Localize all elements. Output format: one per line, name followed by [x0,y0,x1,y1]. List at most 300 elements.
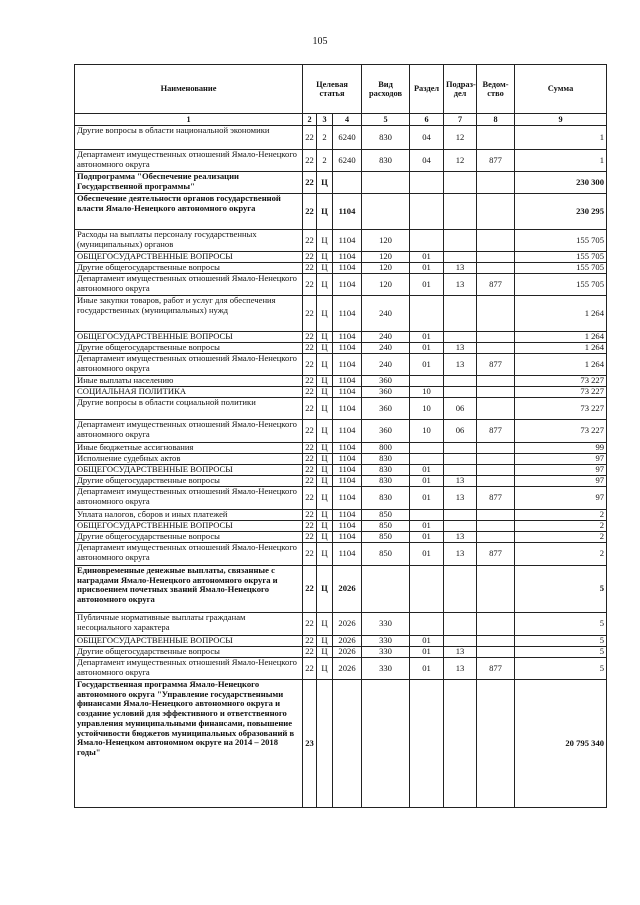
row-sum: 155 705 [515,252,607,263]
table-row [75,332,607,343]
expense-type [362,566,410,613]
target-part-3: 1104 [333,230,362,252]
expense-type: 850 [362,532,410,543]
target-part-3: 1104 [333,194,362,230]
section-code [410,376,444,387]
table-row [75,274,607,296]
target-part-1: 22 [303,126,317,150]
target-part-2: Ц [317,532,333,543]
target-part-3 [333,680,362,808]
department-code: 877 [477,274,515,296]
section-code [410,613,444,636]
expense-type: 360 [362,420,410,443]
target-part-2: Ц [317,398,333,420]
header-subsection: Подраз-дел [444,65,477,114]
department-code [477,296,515,332]
subsection-code [444,636,477,647]
target-part-3: 1104 [333,376,362,387]
department-code: 877 [477,420,515,443]
table-row [75,532,607,543]
row-name: Государственная программа Ямало-Ненецкого автономного округа "Управление государственными финансами Ямало-Ненецкого автономного округа и создание условий для эффективного и ответственного управления муниципальными финансами, повышение устойчивости бюджетов муниципальных образований в Ямало-Ненецком автономном округе на 2014 – 2018 годы" [75,680,303,808]
expense-type: 850 [362,510,410,521]
table-row [75,454,607,465]
row-name: ОБЩЕГОСУДАРСТВЕННЫЕ ВОПРОСЫ [75,521,303,532]
row-sum: 230 295 [515,194,607,230]
expense-type: 800 [362,443,410,454]
target-part-1: 23 [303,680,317,808]
expense-type: 240 [362,332,410,343]
row-sum: 97 [515,476,607,487]
row-name: Другие общегосударственные вопросы [75,263,303,274]
row-sum: 1 264 [515,343,607,354]
row-name: Другие общегосударственные вопросы [75,343,303,354]
department-code [477,172,515,194]
row-sum: 155 705 [515,230,607,252]
row-sum: 155 705 [515,274,607,296]
row-name: Другие общегосударственные вопросы [75,532,303,543]
section-code: 01 [410,658,444,680]
target-part-2: Ц [317,487,333,510]
department-code [477,230,515,252]
target-part-3: 2026 [333,613,362,636]
target-part-1: 22 [303,543,317,566]
table-row [75,443,607,454]
section-code: 01 [410,332,444,343]
target-part-1: 22 [303,566,317,613]
target-part-1: 22 [303,647,317,658]
expense-type: 330 [362,613,410,636]
expense-type [362,194,410,230]
expense-type [362,680,410,808]
target-part-3: 1104 [333,296,362,332]
expense-type: 330 [362,636,410,647]
section-code: 01 [410,532,444,543]
section-code: 01 [410,476,444,487]
header-name: Наименование [75,65,303,114]
target-part-2: Ц [317,521,333,532]
target-part-1: 22 [303,230,317,252]
table-row [75,376,607,387]
department-code [477,263,515,274]
target-part-2: 2 [317,150,333,172]
table-header-row [75,65,607,114]
row-sum: 5 [515,636,607,647]
target-part-2: Ц [317,332,333,343]
header-sum: Сумма [515,65,607,114]
department-code [477,376,515,387]
header-department: Ведом-ство [477,65,515,114]
target-part-3: 1104 [333,510,362,521]
target-part-2: Ц [317,465,333,476]
target-part-3: 1104 [333,420,362,443]
row-sum: 2 [515,532,607,543]
row-sum: 1 264 [515,296,607,332]
subsection-code: 13 [444,274,477,296]
table-row [75,150,607,172]
table-row [75,647,607,658]
subsection-code [444,194,477,230]
department-code [477,680,515,808]
row-name: Департамент имущественных отношений Ямало-Ненецкого автономного округа [75,543,303,566]
row-name: ОБЩЕГОСУДАРСТВЕННЫЕ ВОПРОСЫ [75,252,303,263]
row-sum: 97 [515,465,607,476]
row-name: Иные выплаты населению [75,376,303,387]
expense-type: 830 [362,150,410,172]
row-sum: 73 227 [515,387,607,398]
row-sum: 2 [515,510,607,521]
subsection-code: 13 [444,487,477,510]
column-number: 7 [444,114,477,126]
row-name: Департамент имущественных отношений Ямало-Ненецкого автономного округа [75,150,303,172]
row-name: Публичные нормативные выплаты гражданам несоциального характера [75,613,303,636]
subsection-code [444,332,477,343]
department-code: 877 [477,354,515,376]
subsection-code: 13 [444,647,477,658]
subsection-code [444,454,477,465]
section-code: 01 [410,521,444,532]
section-code [410,296,444,332]
table-row [75,126,607,150]
table-row [75,398,607,420]
subsection-code [444,443,477,454]
target-part-3: 1104 [333,354,362,376]
table-row [75,252,607,263]
section-code [410,443,444,454]
row-sum: 73 227 [515,376,607,387]
target-part-3: 2026 [333,647,362,658]
target-part-1: 22 [303,296,317,332]
row-sum: 2 [515,521,607,532]
target-part-2: Ц [317,343,333,354]
department-code [477,521,515,532]
target-part-1: 22 [303,150,317,172]
target-part-2 [317,680,333,808]
table-row [75,476,607,487]
row-sum: 1 [515,150,607,172]
target-part-3: 1104 [333,252,362,263]
section-code: 04 [410,150,444,172]
section-code: 01 [410,343,444,354]
expense-type: 240 [362,296,410,332]
department-code [477,398,515,420]
section-code: 01 [410,354,444,376]
row-name: Департамент имущественных отношений Ямало-Ненецкого автономного округа [75,354,303,376]
target-part-2: Ц [317,476,333,487]
section-code [410,566,444,613]
target-part-1: 22 [303,343,317,354]
target-part-1: 22 [303,465,317,476]
table-row [75,510,607,521]
target-part-2: Ц [317,274,333,296]
subsection-code: 13 [444,532,477,543]
column-number: 3 [317,114,333,126]
target-part-3: 1104 [333,263,362,274]
target-part-2: Ц [317,510,333,521]
row-name: Иные бюджетные ассигнования [75,443,303,454]
subsection-code [444,465,477,476]
subsection-code [444,252,477,263]
target-part-1: 22 [303,387,317,398]
subsection-code: 13 [444,263,477,274]
target-part-1: 22 [303,658,317,680]
subsection-code [444,521,477,532]
row-name: Другие общегосударственные вопросы [75,647,303,658]
target-part-1: 22 [303,332,317,343]
subsection-code: 13 [444,543,477,566]
target-part-2: Ц [317,252,333,263]
target-part-2: 2 [317,126,333,150]
expense-type: 330 [362,658,410,680]
target-part-1: 22 [303,443,317,454]
target-part-1: 22 [303,454,317,465]
table-body [75,126,607,808]
section-code: 10 [410,387,444,398]
target-part-1: 22 [303,521,317,532]
subsection-code: 13 [444,658,477,680]
target-part-3: 6240 [333,150,362,172]
target-part-2: Ц [317,354,333,376]
table-row [75,194,607,230]
row-name: Исполнение судебных актов [75,454,303,465]
department-code [477,636,515,647]
target-part-1: 22 [303,476,317,487]
target-part-2: Ц [317,566,333,613]
section-code: 10 [410,398,444,420]
department-code [477,566,515,613]
department-code [477,252,515,263]
row-sum: 1 [515,126,607,150]
row-sum: 5 [515,658,607,680]
target-part-3: 1104 [333,443,362,454]
target-part-2: Ц [317,543,333,566]
expense-type: 360 [362,376,410,387]
expense-type: 360 [362,398,410,420]
row-sum: 1 264 [515,332,607,343]
row-name: Другие вопросы в области социальной политики [75,398,303,420]
row-name: Департамент имущественных отношений Ямало-Ненецкого автономного округа [75,658,303,680]
row-name: Расходы на выплаты персоналу государственных (муниципальных) органов [75,230,303,252]
row-sum: 155 705 [515,263,607,274]
section-code: 01 [410,487,444,510]
section-code [410,172,444,194]
row-name: ОБЩЕГОСУДАРСТВЕННЫЕ ВОПРОСЫ [75,636,303,647]
row-name: ОБЩЕГОСУДАРСТВЕННЫЕ ВОПРОСЫ [75,332,303,343]
table-row [75,521,607,532]
subsection-code [444,566,477,613]
target-part-3: 1104 [333,332,362,343]
target-part-3: 2026 [333,566,362,613]
department-code [477,387,515,398]
row-name: Уплата налогов, сборов и иных платежей [75,510,303,521]
row-name: Обеспечение деятельности органов государственной власти Ямало-Ненецкого автономного округа [75,194,303,230]
column-number-row [75,114,607,126]
section-code [410,510,444,521]
column-number: 4 [333,114,362,126]
row-sum: 2 [515,543,607,566]
department-code [477,510,515,521]
department-code [477,194,515,230]
expense-type: 850 [362,521,410,532]
expense-type: 830 [362,487,410,510]
column-number: 8 [477,114,515,126]
row-name: Иные закупки товаров, работ и услуг для обеспечения государственных (муниципальных) нужд [75,296,303,332]
section-code [410,194,444,230]
row-sum: 73 227 [515,420,607,443]
header-expense-type: Вид расходов [362,65,410,114]
table-row [75,658,607,680]
target-part-1: 22 [303,613,317,636]
row-name: Другие общегосударственные вопросы [75,476,303,487]
section-code: 01 [410,263,444,274]
target-part-2: Ц [317,263,333,274]
row-sum: 20 795 340 [515,680,607,808]
subsection-code: 12 [444,126,477,150]
target-part-3: 1104 [333,521,362,532]
target-part-2: Ц [317,658,333,680]
subsection-code [444,680,477,808]
table-row [75,543,607,566]
table-row [75,263,607,274]
table-row [75,387,607,398]
target-part-2: Ц [317,647,333,658]
row-sum: 73 227 [515,398,607,420]
target-part-1: 22 [303,636,317,647]
header-target-article: Целевая статья [303,65,362,114]
target-part-2: Ц [317,387,333,398]
section-code: 10 [410,420,444,443]
table-row [75,613,607,636]
expense-type: 120 [362,252,410,263]
column-number: 2 [303,114,317,126]
target-part-2: Ц [317,420,333,443]
department-code [477,332,515,343]
target-part-1: 22 [303,274,317,296]
table-row [75,354,607,376]
subsection-code [444,376,477,387]
target-part-3: 2026 [333,658,362,680]
target-part-3: 6240 [333,126,362,150]
section-code: 01 [410,543,444,566]
target-part-2: Ц [317,194,333,230]
section-code: 04 [410,126,444,150]
table-row [75,420,607,443]
target-part-2: Ц [317,454,333,465]
expense-type: 120 [362,263,410,274]
target-part-3: 1104 [333,454,362,465]
department-code: 877 [477,543,515,566]
section-code: 01 [410,465,444,476]
target-part-1: 22 [303,398,317,420]
department-code [477,126,515,150]
table-row [75,487,607,510]
target-part-1: 22 [303,510,317,521]
department-code [477,454,515,465]
table-row [75,636,607,647]
expense-type: 830 [362,126,410,150]
subsection-code: 06 [444,398,477,420]
section-code: 01 [410,647,444,658]
target-part-3 [333,172,362,194]
column-number: 6 [410,114,444,126]
target-part-1: 22 [303,354,317,376]
target-part-1: 22 [303,376,317,387]
subsection-code [444,387,477,398]
section-code [410,230,444,252]
row-name: Единовременные денежные выплаты, связанные с наградами Ямало-Ненецкого автономного округа и присвоением почетных званий Ямало-Ненецкого автономного округа [75,566,303,613]
section-code [410,454,444,465]
target-part-1: 22 [303,252,317,263]
subsection-code: 13 [444,343,477,354]
target-part-1: 22 [303,420,317,443]
target-part-2: Ц [317,230,333,252]
subsection-code: 12 [444,150,477,172]
row-name: СОЦИАЛЬНАЯ ПОЛИТИКА [75,387,303,398]
section-code [410,680,444,808]
row-sum: 99 [515,443,607,454]
subsection-code: 06 [444,420,477,443]
subsection-code [444,510,477,521]
column-number: 9 [515,114,607,126]
department-code: 877 [477,658,515,680]
expense-type: 240 [362,354,410,376]
row-sum: 97 [515,487,607,510]
target-part-3: 1104 [333,274,362,296]
target-part-2: Ц [317,636,333,647]
target-part-2: Ц [317,613,333,636]
target-part-1: 22 [303,172,317,194]
expense-type: 120 [362,230,410,252]
row-name: Департамент имущественных отношений Ямало-Ненецкого автономного округа [75,420,303,443]
department-code [477,613,515,636]
target-part-3: 1104 [333,543,362,566]
subsection-code [444,296,477,332]
subsection-code [444,230,477,252]
expense-type: 240 [362,343,410,354]
department-code [477,476,515,487]
target-part-1: 22 [303,532,317,543]
target-part-3: 1104 [333,343,362,354]
department-code: 877 [477,487,515,510]
target-part-3: 1104 [333,398,362,420]
target-part-2: Ц [317,376,333,387]
table-row [75,343,607,354]
row-name: Департамент имущественных отношений Ямало-Ненецкого автономного округа [75,487,303,510]
row-sum: 5 [515,613,607,636]
target-part-3: 1104 [333,387,362,398]
expense-type: 360 [362,387,410,398]
budget-table [74,64,607,808]
column-number: 1 [75,114,303,126]
target-part-2: Ц [317,172,333,194]
expense-type: 830 [362,465,410,476]
table-row [75,296,607,332]
row-sum: 5 [515,647,607,658]
target-part-1: 22 [303,487,317,510]
subsection-code: 13 [444,354,477,376]
department-code [477,443,515,454]
department-code [477,647,515,658]
target-part-3: 2026 [333,636,362,647]
target-part-1: 22 [303,263,317,274]
expense-type: 120 [362,274,410,296]
subsection-code: 13 [444,476,477,487]
department-code: 877 [477,150,515,172]
header-section: Раздел [410,65,444,114]
department-code [477,532,515,543]
department-code [477,465,515,476]
row-name: Другие вопросы в области национальной экономики [75,126,303,150]
row-name: Департамент имущественных отношений Ямало-Ненецкого автономного округа [75,274,303,296]
